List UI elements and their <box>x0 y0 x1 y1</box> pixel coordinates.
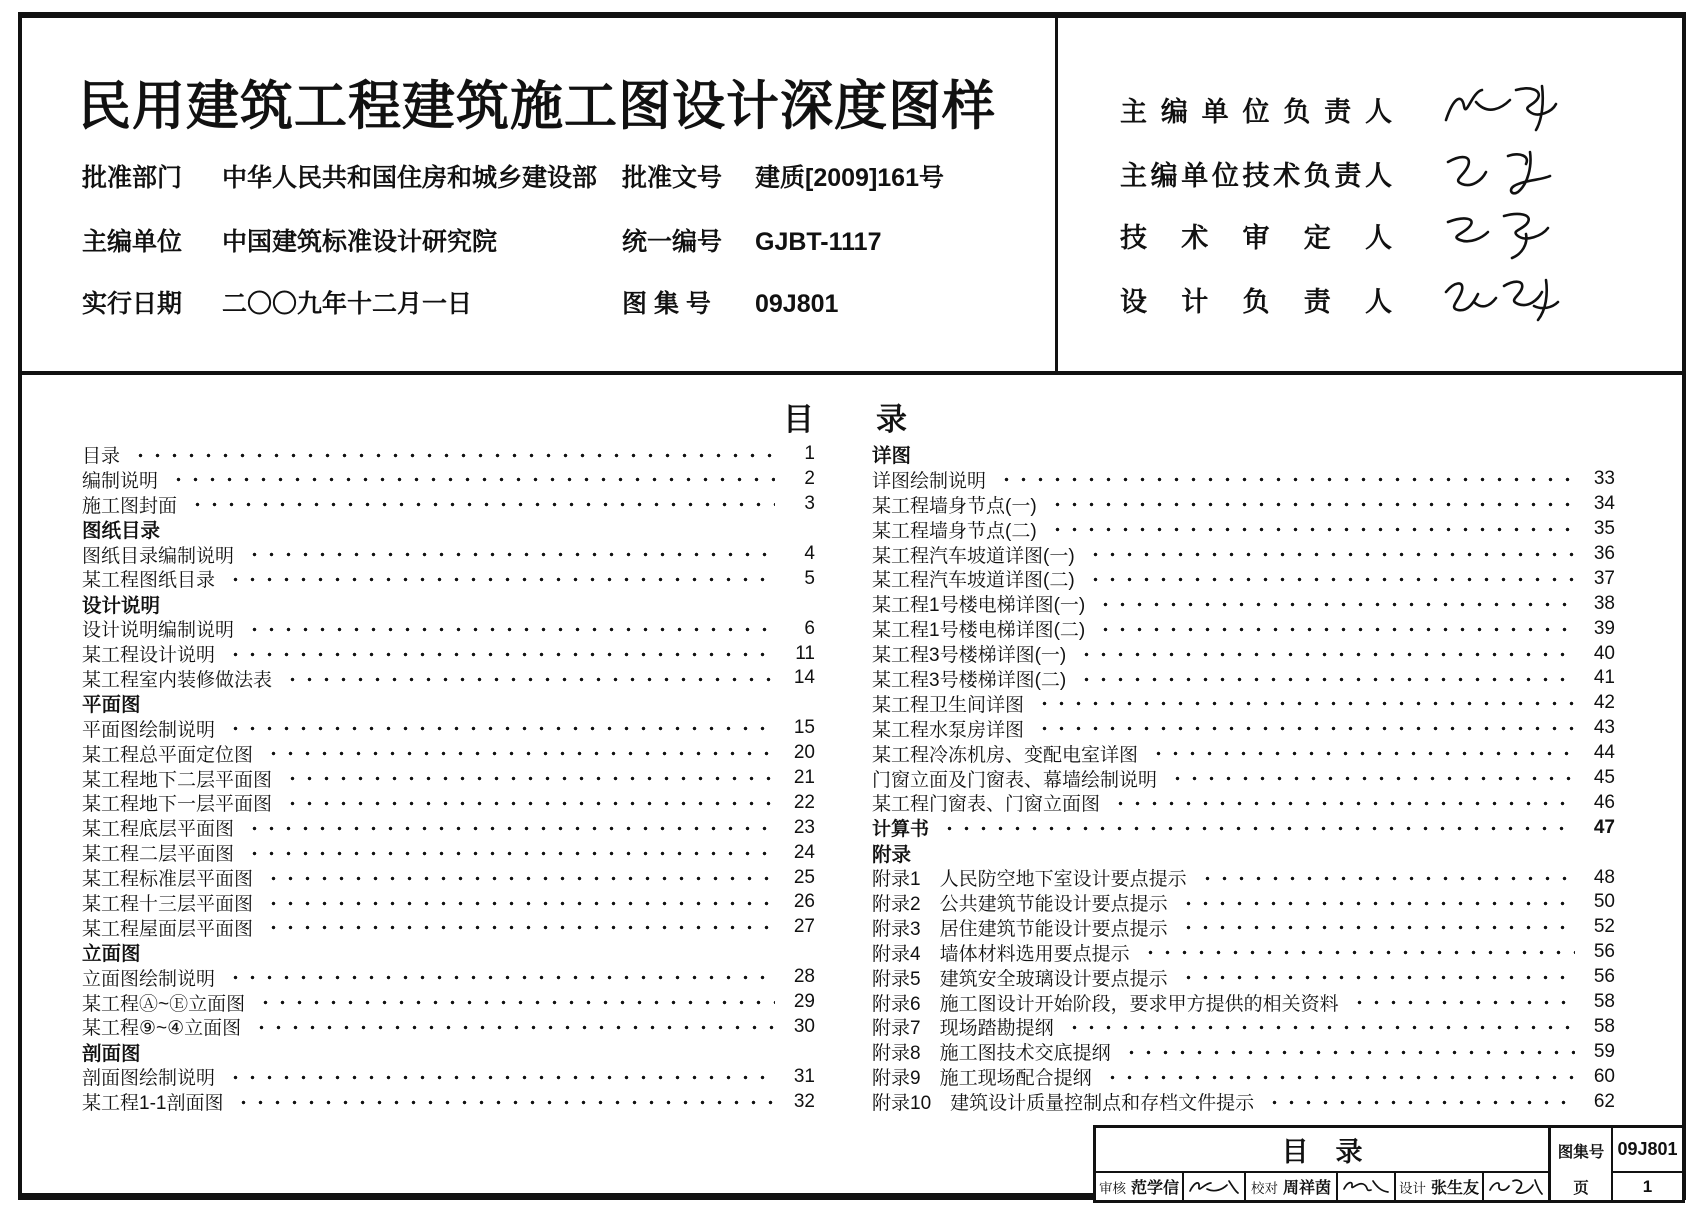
toc-entry-label: 附录9 施工现场配合提纲 <box>872 1068 1092 1090</box>
dot-leader <box>284 790 775 815</box>
toc-entry-label: 计算书 <box>872 819 930 841</box>
toc-entry-row <box>872 965 1615 990</box>
dot-leader <box>1036 691 1575 716</box>
toc-section-heading <box>82 591 815 616</box>
toc-section-heading <box>82 1039 815 1064</box>
meta-value: 中华人民共和国住房和城乡建设部 <box>222 164 598 192</box>
signatory-role: 主编单位技术负责人 <box>1120 160 1392 191</box>
toc-page-number: 21 <box>793 767 815 789</box>
title-block-right <box>1548 1128 1682 1200</box>
toc-entry-label: 详图 <box>872 445 912 468</box>
toc-entry-label: 某工程门窗表、门窗立面图 <box>872 794 1101 816</box>
toc-entry-row <box>872 766 1615 791</box>
toc-page-number: 60 <box>1593 1065 1615 1087</box>
dot-leader <box>284 766 775 791</box>
signatory-row-tech-chief <box>1120 146 1568 200</box>
dot-leader <box>265 890 775 915</box>
dot-leader <box>1169 766 1575 791</box>
toc-page-number: 1 <box>804 443 815 465</box>
toc-entry-label: 平面图 <box>82 694 141 717</box>
dot-leader <box>998 467 1575 492</box>
toc-entry-row <box>872 691 1615 716</box>
toc-entry-label: 目录 <box>82 445 121 467</box>
toc-entry-row <box>82 965 815 990</box>
toc-entry-label: 附录4 墙体材料选用要点提示 <box>872 943 1130 965</box>
toc-page-number: 46 <box>1593 791 1615 813</box>
toc-entry-label: 某工程3号楼梯详图(二) <box>872 669 1067 691</box>
toc-entry-row <box>872 716 1615 741</box>
dot-leader <box>1097 591 1575 616</box>
title-block-main <box>1096 1128 1548 1200</box>
toc-entry-row <box>872 865 1615 890</box>
meta-value2: 09J801 <box>755 290 839 318</box>
toc-entry-label: 某工程水泵房详图 <box>872 719 1025 741</box>
dot-leader <box>1112 790 1575 815</box>
toc-entry-label: 某工程室内装修做法表 <box>82 669 273 691</box>
toc-page-number: 56 <box>1593 966 1615 988</box>
toc-page-number: 47 <box>1593 816 1615 838</box>
toc-page-number: 34 <box>1593 493 1615 515</box>
dot-leader <box>227 716 775 741</box>
dot-leader <box>132 442 775 467</box>
dot-leader <box>265 915 775 940</box>
dot-leader <box>253 1014 775 1039</box>
dot-leader <box>246 616 775 641</box>
title-block <box>1093 1125 1685 1203</box>
toc-page-number: 50 <box>1593 891 1615 913</box>
toc-entry-label: 门窗立面及门窗表、幕墙绘制说明 <box>872 769 1158 791</box>
toc-page-number: 29 <box>793 991 815 1013</box>
toc-entry-row <box>872 1064 1615 1089</box>
toc-entry-label: 某工程十三层平面图 <box>82 893 254 915</box>
toc-section-heading <box>872 840 1615 865</box>
toc-page-number: 15 <box>793 717 815 739</box>
toc-entry-row <box>872 517 1615 542</box>
toc-entry-row <box>872 990 1615 1015</box>
toc-entry-row <box>82 741 815 766</box>
page-number-label: 页 <box>1573 1179 1589 1197</box>
toc-entry-row <box>82 492 815 517</box>
meta-label2: 批准文号 <box>622 164 723 192</box>
toc-entry-label: 某工程墙身节点(一) <box>872 495 1037 517</box>
toc-entry-row <box>872 591 1615 616</box>
toc-entry-row <box>872 616 1615 641</box>
meta-label2: 图 集 号 <box>622 290 711 318</box>
signatory-role: 主编单位负责人 <box>1120 96 1392 127</box>
toc-entry-label: 某工程总平面定位图 <box>82 744 254 766</box>
dot-leader <box>284 666 775 691</box>
toc-entry-label: 某工程设计说明 <box>82 645 216 667</box>
toc-entry-row <box>872 641 1615 666</box>
toc-entry-label: 附录6 施工图设计开始阶段，要求甲方提供的相关资料 <box>872 993 1339 1015</box>
toc-entry-label: 某工程二层平面图 <box>82 844 235 866</box>
signature-chief-editor-icon <box>1438 82 1568 136</box>
toc-page-number: 56 <box>1593 941 1615 963</box>
toc-entry-row <box>82 790 815 815</box>
toc-entry-row <box>872 890 1615 915</box>
toc-section-heading <box>82 691 815 716</box>
toc-title: 目 录 <box>783 402 907 437</box>
toc-entry-row <box>82 616 815 641</box>
toc-entry-row <box>82 840 815 865</box>
toc-section-heading <box>82 940 815 965</box>
toc-entry-label: 设计说明 <box>82 594 161 617</box>
signature-tech-chief-icon <box>1438 146 1568 200</box>
reviewer-cell-sheji <box>1394 1173 1482 1200</box>
dot-leader <box>246 815 775 840</box>
toc-page-number: 62 <box>1593 1090 1615 1112</box>
meta-value: 二〇〇九年十二月一日 <box>222 290 473 318</box>
toc-entry-label: 附录3 居住建筑节能设计要点提示 <box>872 918 1168 940</box>
atlas-number-label: 图集号 <box>1557 1143 1605 1161</box>
toc-page-number: 3 <box>804 493 815 515</box>
dot-leader <box>1142 940 1575 965</box>
toc-entry-row <box>872 790 1615 815</box>
meta-row-date <box>82 284 1032 320</box>
toc-entry-row <box>82 990 815 1015</box>
dot-leader <box>1078 641 1575 666</box>
dot-leader <box>246 840 775 865</box>
toc-entry-label: 附录 <box>872 843 912 866</box>
toc-page-number: 4 <box>804 543 815 564</box>
toc-page-number: 58 <box>1593 991 1615 1013</box>
dot-leader <box>1036 716 1575 741</box>
toc-page-number: 25 <box>793 866 815 888</box>
signatory-row-chief <box>1120 82 1568 136</box>
dot-leader <box>1180 890 1575 915</box>
signatory-row-reviewer <box>1120 208 1568 262</box>
toc-page-number: 43 <box>1593 717 1615 739</box>
toc-entry-label: 某工程地下二层平面图 <box>82 769 273 791</box>
atlas-title: 民用建筑工程建筑施工图设计深度图样 <box>78 77 996 136</box>
dot-leader <box>1066 1014 1575 1039</box>
reviewer-name: 范学信 <box>1130 1180 1179 1197</box>
dot-leader <box>1266 1089 1575 1114</box>
toc-entry-label: 附录7 现场踏勘提纲 <box>872 1018 1054 1040</box>
meta-row-approval <box>82 158 1032 194</box>
dot-leader <box>1078 666 1575 691</box>
dot-leader <box>1199 865 1575 890</box>
dot-leader <box>246 542 775 567</box>
toc-entry-label: 图纸目录 <box>82 520 161 543</box>
toc-entry-row <box>872 1089 1615 1114</box>
signatory-role: 设计负责人 <box>1120 286 1392 317</box>
dot-leader <box>227 965 775 990</box>
toc-entry-row <box>82 1089 815 1114</box>
toc-entry-row <box>82 716 815 741</box>
toc-entry-label: 某工程1号楼电梯详图(一) <box>872 595 1086 617</box>
toc-entry-row <box>872 1014 1615 1039</box>
toc-page-number: 59 <box>1593 1040 1615 1062</box>
title-block-reviewer-strip <box>1096 1171 1548 1200</box>
toc-entry-label: 附录1 人民防空地下室设计要点提示 <box>872 869 1187 891</box>
toc-page-number: 26 <box>793 891 815 913</box>
toc-entry-label: 附录8 施工图技术交底提纲 <box>872 1043 1111 1065</box>
reviewer-role: 校对 <box>1250 1180 1278 1196</box>
toc-page-number: 48 <box>1593 866 1615 888</box>
toc-entry-row <box>872 815 1615 840</box>
signature-designer-icon <box>1438 272 1568 326</box>
reviewer-name: 张生友 <box>1430 1180 1479 1197</box>
signatory-role: 技术审定人 <box>1120 222 1392 253</box>
toc-entry-label: 附录2 公共建筑节能设计要点提示 <box>872 893 1168 915</box>
toc-entry-label: 平面图绘制说明 <box>82 719 216 741</box>
signature-jiaodui-icon <box>1336 1173 1394 1200</box>
title-block-sheet-title: 目 录 <box>1281 1137 1363 1167</box>
toc-entry-label: 附录10 建筑设计质量控制点和存档文件提示 <box>872 1093 1255 1115</box>
page-number-value: 1 <box>1611 1173 1682 1200</box>
toc-entry-label: 剖面图 <box>82 1042 141 1065</box>
dot-leader <box>257 990 775 1015</box>
toc-entry-row <box>872 915 1615 940</box>
toc-page-number: 30 <box>793 1015 815 1037</box>
dot-leader <box>227 1064 775 1089</box>
atlas-number-value: 09J801 <box>1611 1128 1682 1173</box>
toc-column-left <box>82 442 815 1114</box>
toc-page-number: 44 <box>1593 742 1615 764</box>
toc-entry-row <box>872 940 1615 965</box>
dot-leader <box>1097 616 1575 641</box>
toc-page-number: 33 <box>1593 468 1615 490</box>
toc-page-number: 27 <box>793 916 815 938</box>
signature-sheji-icon <box>1482 1173 1548 1200</box>
dot-leader <box>1150 741 1575 766</box>
toc-section-heading <box>872 442 1615 467</box>
reviewer-role: 设计 <box>1398 1180 1426 1196</box>
toc-entry-label: 剖面图绘制说明 <box>82 1068 216 1090</box>
toc-page-number: 52 <box>1593 916 1615 938</box>
meta-label: 批准部门 <box>82 164 183 192</box>
toc-page-number: 45 <box>1593 767 1615 789</box>
dot-leader <box>941 815 1575 840</box>
toc-entry-row <box>872 566 1615 591</box>
toc-page-number: 39 <box>1593 617 1615 639</box>
toc-entry-label: 某工程Ⓐ~Ⓔ立面图 <box>82 993 246 1015</box>
toc-page-number: 31 <box>793 1065 815 1087</box>
toc-entry-row <box>82 542 815 567</box>
toc-page-number: 23 <box>793 816 815 838</box>
toc-entry-label: 某工程卫生间详图 <box>872 694 1025 716</box>
toc-page-number: 36 <box>1593 543 1615 564</box>
toc-entry-row <box>872 741 1615 766</box>
dot-leader <box>265 741 775 766</box>
toc-entry-row <box>82 666 815 691</box>
toc-entry-row <box>82 442 815 467</box>
toc-page-number: 2 <box>804 468 815 490</box>
toc-entry-row <box>82 641 815 666</box>
toc-entry-row <box>82 566 815 591</box>
toc-entry-row <box>872 542 1615 567</box>
toc-entry-row <box>82 467 815 492</box>
toc-entry-row <box>82 766 815 791</box>
toc-page-number: 6 <box>804 617 815 639</box>
dot-leader <box>1104 1064 1575 1089</box>
meta-value2: 建质[2009]161号 <box>755 164 944 192</box>
toc-entry-label: 某工程冷冻机房、变配电室详图 <box>872 744 1139 766</box>
toc-entry-label: 图纸目录编制说明 <box>82 545 235 567</box>
toc-page-number: 24 <box>793 841 815 863</box>
reviewer-role: 审核 <box>1098 1180 1126 1196</box>
header-bottom-divider <box>18 371 1686 375</box>
signature-shenhe-icon <box>1182 1173 1244 1200</box>
toc-entry-label: 某工程3号楼梯详图(一) <box>872 645 1067 667</box>
toc-entry-label: 某工程屋面层平面图 <box>82 918 254 940</box>
toc-entry-label: 某工程墙身节点(二) <box>872 520 1037 542</box>
dot-leader <box>1123 1039 1575 1064</box>
toc-entry-label: 某工程1号楼电梯详图(二) <box>872 620 1086 642</box>
meta-row-editor <box>82 222 1032 258</box>
toc-page-number: 40 <box>1593 642 1615 664</box>
toc-entry-label: 附录5 建筑安全玻璃设计要点提示 <box>872 968 1168 990</box>
toc-page-number: 38 <box>1593 592 1615 614</box>
toc-entry-row <box>82 1064 815 1089</box>
toc-page-number: 37 <box>1593 567 1615 589</box>
dot-leader <box>1049 492 1575 517</box>
toc-entry-row <box>82 1014 815 1039</box>
toc-entry-label: 某工程汽车坡道详图(二) <box>872 570 1075 592</box>
dot-leader <box>1087 566 1575 591</box>
toc-page-number: 5 <box>804 567 815 589</box>
toc-page-number: 41 <box>1593 667 1615 689</box>
toc-entry-label: 详图绘制说明 <box>872 470 987 492</box>
toc-entry-label: 某工程标准层平面图 <box>82 869 254 891</box>
toc-entry-label: 施工图封面 <box>82 495 178 517</box>
dot-leader <box>235 1089 775 1114</box>
toc-page-number: 35 <box>1593 518 1615 540</box>
toc-entry-label: 某工程汽车坡道详图(一) <box>872 545 1075 567</box>
dot-leader <box>170 467 775 492</box>
toc-entry-row <box>872 1039 1615 1064</box>
toc-page-number: 22 <box>793 791 815 813</box>
toc-page-number: 58 <box>1593 1015 1615 1037</box>
toc-entry-label: 立面图绘制说明 <box>82 968 216 990</box>
toc-entry-label: 某工程1-1剖面图 <box>82 1093 224 1115</box>
toc-entry-row <box>82 815 815 840</box>
toc-entry-row <box>872 666 1615 691</box>
toc-section-heading <box>82 517 815 542</box>
toc-entry-row <box>82 865 815 890</box>
toc-column-right <box>872 442 1615 1114</box>
toc-entry-label: 某工程地下一层平面图 <box>82 794 273 816</box>
signatory-row-designer <box>1120 272 1568 326</box>
toc-entry-row <box>82 915 815 940</box>
toc-entry-row <box>82 890 815 915</box>
dot-leader <box>189 492 775 517</box>
dot-leader <box>1180 915 1575 940</box>
dot-leader <box>227 566 775 591</box>
toc-entry-label: 编制说明 <box>82 470 159 492</box>
header-vertical-divider <box>1055 12 1058 375</box>
dot-leader <box>1087 542 1575 567</box>
dot-leader <box>1049 517 1575 542</box>
dot-leader <box>227 641 775 666</box>
toc-entry-row <box>872 492 1615 517</box>
reviewer-cell-shenhe <box>1096 1173 1182 1200</box>
toc-page-number: 11 <box>795 642 815 664</box>
toc-entry-label: 设计说明编制说明 <box>82 620 235 642</box>
reviewer-name: 周祥茵 <box>1282 1180 1331 1197</box>
dot-leader <box>1180 965 1575 990</box>
meta-label2: 统一编号 <box>622 228 723 256</box>
toc-page-number: 32 <box>793 1090 815 1112</box>
toc-entry-row <box>872 467 1615 492</box>
toc-entry-label: 某工程图纸目录 <box>82 570 216 592</box>
toc-page-number: 14 <box>793 667 815 689</box>
meta-value2: GJBT-1117 <box>755 228 882 256</box>
reviewer-cell-jiaodui <box>1244 1173 1336 1200</box>
toc-page-number: 42 <box>1593 692 1615 714</box>
toc-page-number: 28 <box>793 966 815 988</box>
dot-leader <box>265 865 775 890</box>
toc-entry-label: 某工程⑨~④立面图 <box>82 1018 242 1040</box>
toc-entry-label: 某工程底层平面图 <box>82 819 235 841</box>
toc-page-number: 20 <box>793 742 815 764</box>
signature-reviewer-icon <box>1438 208 1568 262</box>
meta-value: 中国建筑标准设计研究院 <box>222 228 498 256</box>
meta-label: 实行日期 <box>82 290 183 318</box>
dot-leader <box>1351 990 1575 1015</box>
meta-label: 主编单位 <box>82 228 183 256</box>
toc-entry-label: 立面图 <box>82 943 141 966</box>
